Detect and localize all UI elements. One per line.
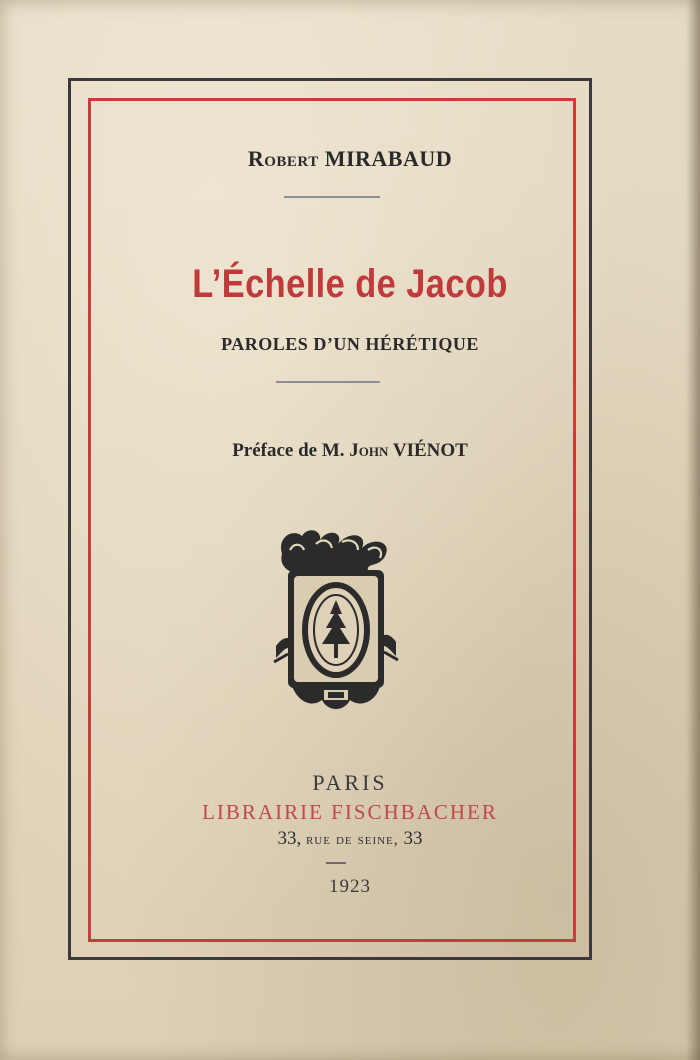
author-first-name: Robert <box>247 146 319 171</box>
printers-mark-icon <box>272 524 400 716</box>
book-title: L’Échelle de Jacob <box>192 262 508 306</box>
preface-line <box>0 440 700 462</box>
publisher-name: LIBRAIRIE FISCHBACHER <box>202 800 498 824</box>
divider-top <box>284 196 380 198</box>
publication-city: PARIS <box>312 770 388 795</box>
publisher-address <box>0 828 700 850</box>
divider-middle <box>276 381 380 383</box>
publication-year: 1923 <box>329 876 371 897</box>
divider-bottom <box>326 862 346 864</box>
preface-first-name: John <box>349 440 389 461</box>
address-number-left: 33, <box>277 828 302 849</box>
author-name <box>0 146 700 172</box>
book-subtitle: PAROLES D’UN HÉRÉTIQUE <box>221 334 479 354</box>
address-street: rue de seine, <box>305 831 399 848</box>
address-number-right: 33 <box>403 828 423 849</box>
author-last-name: MIRABAUD <box>324 146 453 171</box>
preface-last-name: VIÉNOT <box>392 440 468 461</box>
preface-prefix: Préface de M. <box>232 440 345 461</box>
